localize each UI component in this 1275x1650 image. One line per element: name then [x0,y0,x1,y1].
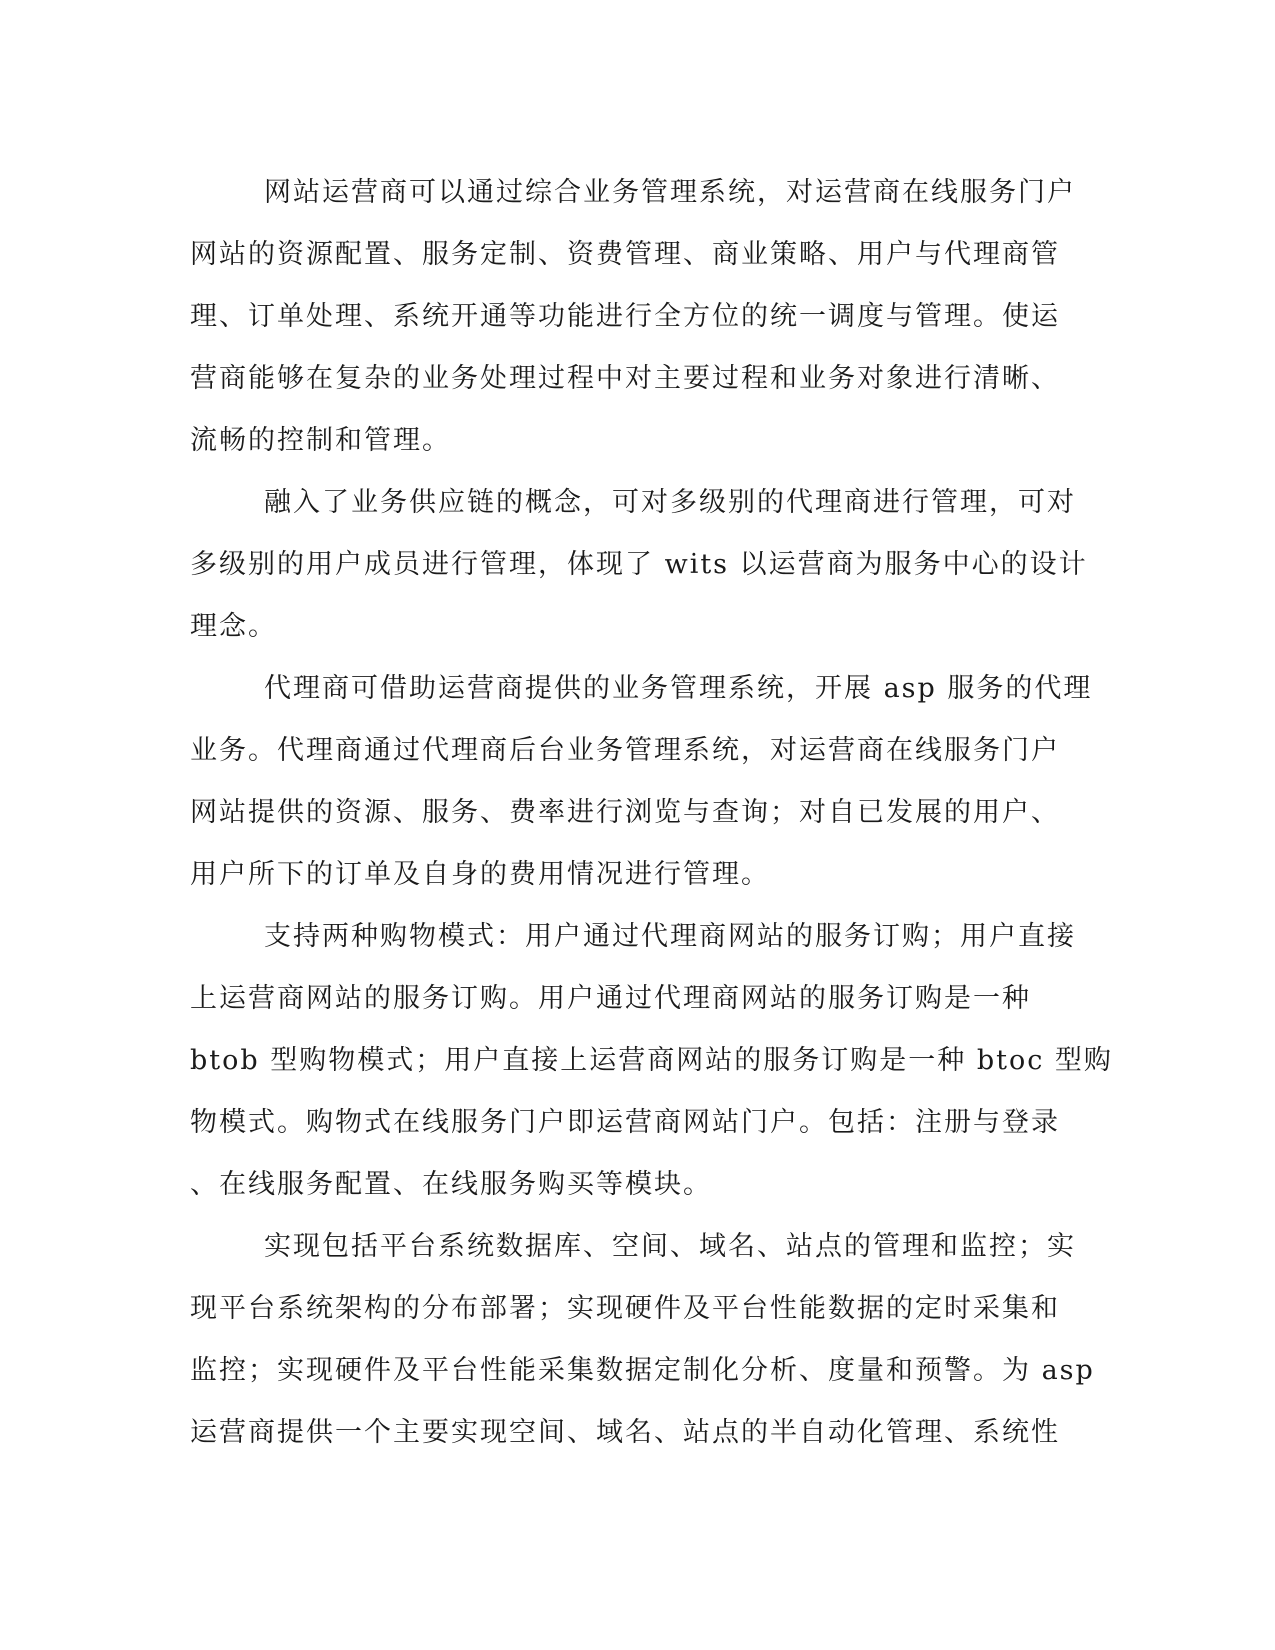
text-line: 理、订单处理、系统开通等功能进行全方位的统一调度与管理。使运 [190,301,1060,332]
paragraph-1 [190,162,1090,472]
text-line: 现平台系统架构的分布部署；实现硬件及平台性能数据的定时采集和 [190,1293,1060,1324]
paragraph-4 [190,906,1113,1216]
document-body [190,162,1113,1464]
text-line: 、在线服务配置、在线服务购买等模块。 [190,1169,712,1200]
text-line: 监控；实现硬件及平台性能采集数据定制化分析、度量和预警。为 asp [190,1355,1095,1386]
text-line: 业务。代理商通过代理商后台业务管理系统，对运营商在线服务门户 [190,735,1060,766]
paragraph-3 [190,658,1093,906]
text-line: 物模式。购物式在线服务门户即运营商网站门户。包括：注册与登录 [190,1107,1060,1138]
text-line: 用户所下的订单及自身的费用情况进行管理。 [190,859,770,890]
text-line: 网站运营商可以通过综合业务管理系统，对运营商在线服务门户 [264,177,1076,208]
text-line: 流畅的控制和管理。 [190,425,451,456]
text-line: 理念。 [190,611,277,642]
text-line: 代理商可借助运营商提供的业务管理系统，开展 asp 服务的代理 [264,673,1093,704]
text-line: 多级别的用户成员进行管理，体现了 wits 以运营商为服务中心的设计 [190,549,1088,580]
text-line: 支持两种购物模式：用户通过代理商网站的服务订购；用户直接 [264,921,1076,952]
text-line: 实现包括平台系统数据库、空间、域名、站点的管理和监控；实 [264,1231,1076,1262]
text-line: 营商能够在复杂的业务处理过程中对主要过程和业务对象进行清晰、 [190,363,1060,394]
text-line: 融入了业务供应链的概念，可对多级别的代理商进行管理，可对 [264,487,1076,518]
paragraph-5 [190,1216,1095,1464]
text-line: btob 型购物模式；用户直接上运营商网站的服务订购是一种 btoc 型购 [190,1045,1113,1076]
text-line: 网站的资源配置、服务定制、资费管理、商业策略、用户与代理商管 [190,239,1060,270]
paragraph-2 [190,472,1090,658]
text-line: 网站提供的资源、服务、费率进行浏览与查询；对自已发展的用户、 [190,797,1060,828]
text-line: 上运营商网站的服务订购。用户通过代理商网站的服务订购是一种 [190,983,1031,1014]
text-line: 运营商提供一个主要实现空间、域名、站点的半自动化管理、系统性 [190,1417,1060,1448]
